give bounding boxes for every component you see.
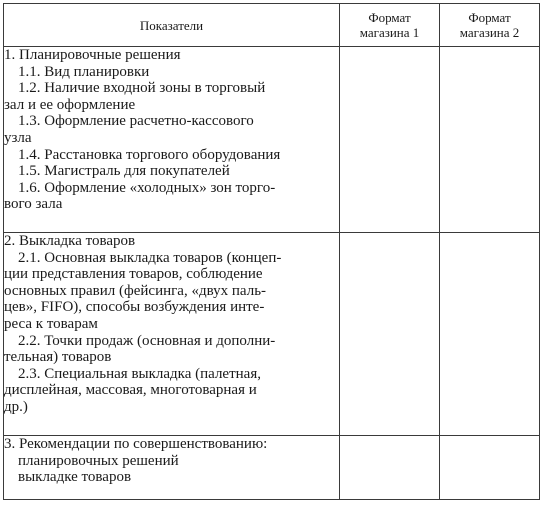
list-item-cont <box>4 316 339 333</box>
header-indicators-label: Показатели <box>139 17 204 33</box>
item-line: 1.2. Наличие входной зоны в торговый <box>18 80 266 97</box>
list-item <box>4 453 339 470</box>
item-line: тельная) товаров <box>4 349 112 366</box>
header-store1-line2: магазина 1 <box>359 25 420 40</box>
list-item-cont <box>4 97 339 114</box>
table-row <box>4 47 540 233</box>
header-store1-line1: Формат <box>368 10 411 25</box>
item-line: 1.5. Магистраль для покупателей <box>18 163 230 180</box>
item-line: зал и ее оформление <box>4 96 136 113</box>
list-item <box>4 80 339 97</box>
item-line: реса к товарам <box>4 315 98 332</box>
item-line: планировочных решений <box>18 452 179 469</box>
item-line: 1.6. Оформление «холодных» зон торго- <box>18 179 276 196</box>
item-line: цев», FIFO), способы возбуждения инте- <box>4 299 265 316</box>
item-line: ции представления товаров, соблюдение <box>4 266 263 283</box>
header-store2-line2: магазина 2 <box>459 25 520 40</box>
list-item-cont <box>4 130 339 147</box>
table-row <box>4 436 540 500</box>
item-line: 2.2. Точки продаж (основная и дополни- <box>18 332 276 349</box>
list-item <box>4 147 339 164</box>
cell-store1-planning[interactable] <box>340 47 440 233</box>
item-line: выкладке товаров <box>18 469 132 486</box>
list-item-cont <box>4 349 339 366</box>
list-item <box>4 469 339 486</box>
header-indicators <box>4 4 340 47</box>
list-item-cont <box>4 299 339 316</box>
item-line: 1.4. Расстановка торгового оборудования <box>18 146 281 163</box>
row-title: 1. Планировочные решения <box>4 47 181 63</box>
cell-store1-merchandising[interactable] <box>340 233 440 436</box>
item-line: узла <box>4 129 32 146</box>
item-line: вого зала <box>4 196 63 213</box>
evaluation-table <box>3 3 540 500</box>
cell-store2-planning[interactable] <box>440 47 540 233</box>
list-item <box>4 180 339 197</box>
list-item <box>4 333 339 350</box>
header-store-format-1 <box>340 4 440 47</box>
header-row <box>4 4 540 47</box>
row-title: 3. Рекомендации по совершенствованию: <box>4 436 268 452</box>
item-line: 2.3. Специальная выкладка (палетная, <box>18 365 261 382</box>
item-line: основных правил (фейсинга, «двух паль- <box>4 282 267 299</box>
list-item <box>4 113 339 130</box>
list-item-cont <box>4 196 339 213</box>
item-line: 2.1. Основная выкладка товаров (концеп- <box>18 249 282 266</box>
list-item-cont <box>4 283 339 300</box>
cell-store1-recommendations[interactable] <box>340 436 440 500</box>
table-row <box>4 233 540 436</box>
item-line: дисплейная, массовая, многотоварная и <box>4 382 257 399</box>
cell-store2-merchandising[interactable] <box>440 233 540 436</box>
list-item <box>4 163 339 180</box>
item-line: др.) <box>4 398 28 415</box>
row-merchandising-indicators <box>4 233 340 436</box>
list-item <box>4 366 339 383</box>
cell-store2-recommendations[interactable] <box>440 436 540 500</box>
list-item <box>4 64 339 81</box>
header-store2-line1: Формат <box>468 10 511 25</box>
row-planning-indicators <box>4 47 340 233</box>
row-title: 2. Выкладка товаров <box>4 233 136 249</box>
list-item-cont <box>4 382 339 399</box>
list-item <box>4 250 339 267</box>
header-store-format-2 <box>440 4 540 47</box>
item-line: 1.3. Оформление расчетно-кассового <box>18 113 254 130</box>
item-line: 1.1. Вид планировки <box>18 63 150 80</box>
row-recommendations-indicators <box>4 436 340 500</box>
list-item-cont <box>4 266 339 283</box>
list-item-cont <box>4 399 339 416</box>
